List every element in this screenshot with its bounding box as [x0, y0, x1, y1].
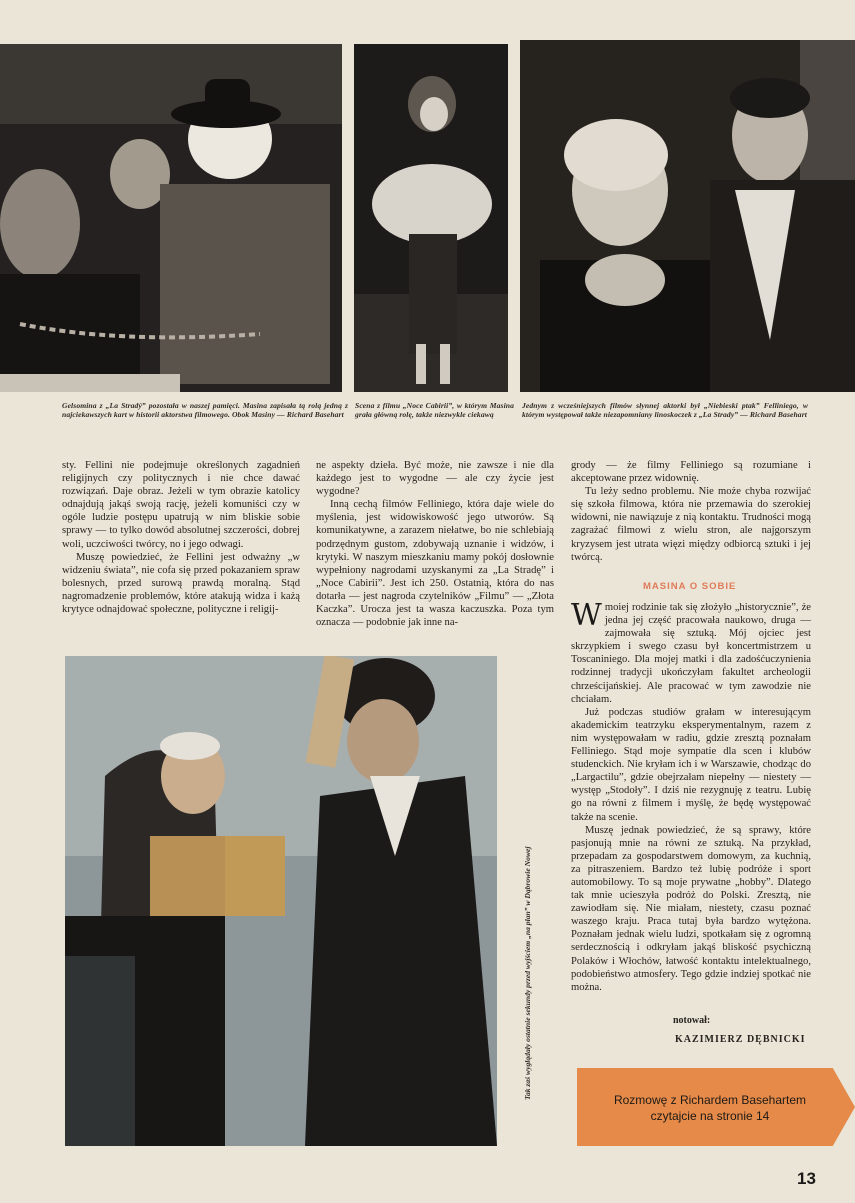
- first-paragraph: [571, 598, 811, 706]
- first-paragraph-text: moiej rodzinie tak się złożyło „historycznie”, że jedna jej część pracowała naukowo, druga — zajmowała się sztuką. Mój ojciec jest skrzypkiem i swego czasu był koncertmistrzem u Toscaniniego. Dla mojej matki i dla zadośćuczynienia rodzinnej tradycji ukończyłam fakultet archeologii chrześcijańskiej. Ale pracować w tym zawodzie nie chciałam.: [571, 602, 811, 705]
- column-3-paragraph: grody — że filmy Felliniego są rozumiane i akceptowane przez widownię.: [571, 460, 811, 485]
- signature-label: notował:: [673, 1015, 711, 1026]
- page-number: 13: [797, 1169, 816, 1188]
- article-column-3-bottom: [571, 598, 811, 994]
- photo-niebieski-ptak: [520, 40, 855, 392]
- article-column-1: [62, 459, 300, 616]
- column-3-paragraph: Tu leży sedno problemu. Nie może chyba rozwijać się szkoła filmowa, która nie przemawia do szerokiej widowni, nie nawiązuje z nią kontaktu. Trudności mogą zagrażać filmowi z wielu stron, ale najgorszym kryzysem jest utrata więzi między odbiorcą sztuki i jej twórcą.: [571, 486, 811, 563]
- caption-photo-niebieski-ptak: Jednym z wcześniejszych filmów słynnej aktorki był „Niebieski ptak” Felliniego, w którym występował także niezapomniany linoskoczek z „La Strady” — Richard Basehart: [522, 401, 808, 420]
- caption-photo-dabrowa-nowa: Tak zaś wyglądały ostatnie sekundy przed wyjściem „na plan” w Dąbrowie Nowej: [523, 846, 532, 1100]
- article-column-3-top: [571, 459, 811, 564]
- photo-noce-cabirii: [354, 44, 508, 392]
- article-column-2: [316, 459, 554, 629]
- column-1-paragraph: Muszę powiedzieć, że Fellini jest odważny „w widzeniu świata”, nie cofa się przed pokazaniem spraw bolesnych, przed surową prawdą moralną. Stąd nagromadzenie problemów, które atakują widza i każą krytyce odnajdować społeczne, polityczne i religij-: [62, 551, 300, 616]
- drop-cap-letter: W: [571, 598, 602, 633]
- column-1-paragraph: sty. Fellini nie podejmuje określonych zagadnień religijnych czy politycznych i nie chce dawać rozwiązań. Daje obraz. Jeżeli w tym obrazie katolicy odnajdują jakąś swoją rację, jeżeli komuniści czy w ogóle ludzie postępu upatrują w nim bliskie sobie sprawy — to tylko dowód absolutnej szczerości, dobrej woli, uczciwości twórcy, no i jego odwagi.: [62, 460, 300, 550]
- column-2-paragraph: ne aspekty dzieła. Być może, nie zawsze i nie dla każdego jest to wygodne — ale czy życie jest wygodne?: [316, 460, 554, 498]
- promo-line-2: czytajcie na stronie 14: [650, 1109, 770, 1123]
- column-3-paragraph: Muszę jednak powiedzieć, że są sprawy, które pasjonują mnie na równi ze sztuką. Na przykład, przepadam za gospodarstwem domowym, za kuchnią, za pitraszeniem. Bardzo też lubię podróże i sport automobilowy. To są moje prywatne „hobby”. Dlatego tak mnie ucieszyła podróż do Polski. Zresztą, nie zawiodłam się. Nie miałam, niestety, czasu poznać waszego kraju. Praca tutaj była bardzo wytężona. Poznałam jednak wielu ludzi, spotkałam się z ogromną serdecznością i odkryłam jakąś bliskość psychiczną Polaków i Włochów, łatwość kontaktu intelektualnego, podobieństwo atmosfery. Tego gdzie indziej spotkać nie można.: [571, 824, 811, 993]
- column-3-paragraph: Już podczas studiów grałam w interesującym akademickim teatrzyku eksperymentalnym, razem z nim występowałam w radiu, gdzie zresztą poznałam Felliniego. Stąd moje sympatie dla scen i klubów studenckich. Nie kryłam ich i w Warszawie, chodząc do „Largactilu”, gdzie obejrzałam niepełny — niestety — występ „Stodoły”. I dziś nie rezygnuję z teatru. Lubię go na równi z filmem i myślę, że będę występować także na scenie.: [571, 706, 811, 823]
- photo-la-strada: [0, 44, 342, 392]
- caption-photo-noce-cabirii: Scena z filmu „Noce Cabirii”, w którym Masina grała główną rolę, także niezwykle ciekawą: [355, 401, 514, 420]
- caption-photo-la-strada: Gelsomina z „La Stradý” pozostała w naszej pamięci. Masina zapisała tą rolą jedną z najciekawszych kart w historii aktorstwa filmowego. Obok Masiny — Richard Basehart: [62, 401, 348, 420]
- signature-name: KAZIMIERZ DĘBNICKI: [675, 1034, 806, 1045]
- column-2-paragraph: Inną cechą filmów Felliniego, która daje wiele do myślenia, jest widowiskowość jego utworów. Są komunikatywne, a zarazem niełatwe, bo nie schlebiają podrzędnym gustom, zdobywają uznanie i widzów, i krytyki. W naszym mieszkaniu mamy pokój dosłownie wypełniony nagrodami uzyskanymi za „La Stradę” i „Noce Cabirii”. Jest ich 250. Ostatnią, która do nas dotarła — jest nagroda czytelników „Filmu” — „Złota Kaczka”. Urocza jest ta wasza kaczuszka. Poza tym oznacza — podobnie jak inne na-: [316, 499, 554, 629]
- promo-line-1: Rozmowę z Richardem Basehartem: [613, 1093, 807, 1107]
- photo-dabrowa-nowa: [65, 656, 497, 1146]
- promo-text[interactable]: [590, 1092, 830, 1124]
- section-heading: MASINA O SOBIE: [643, 581, 737, 592]
